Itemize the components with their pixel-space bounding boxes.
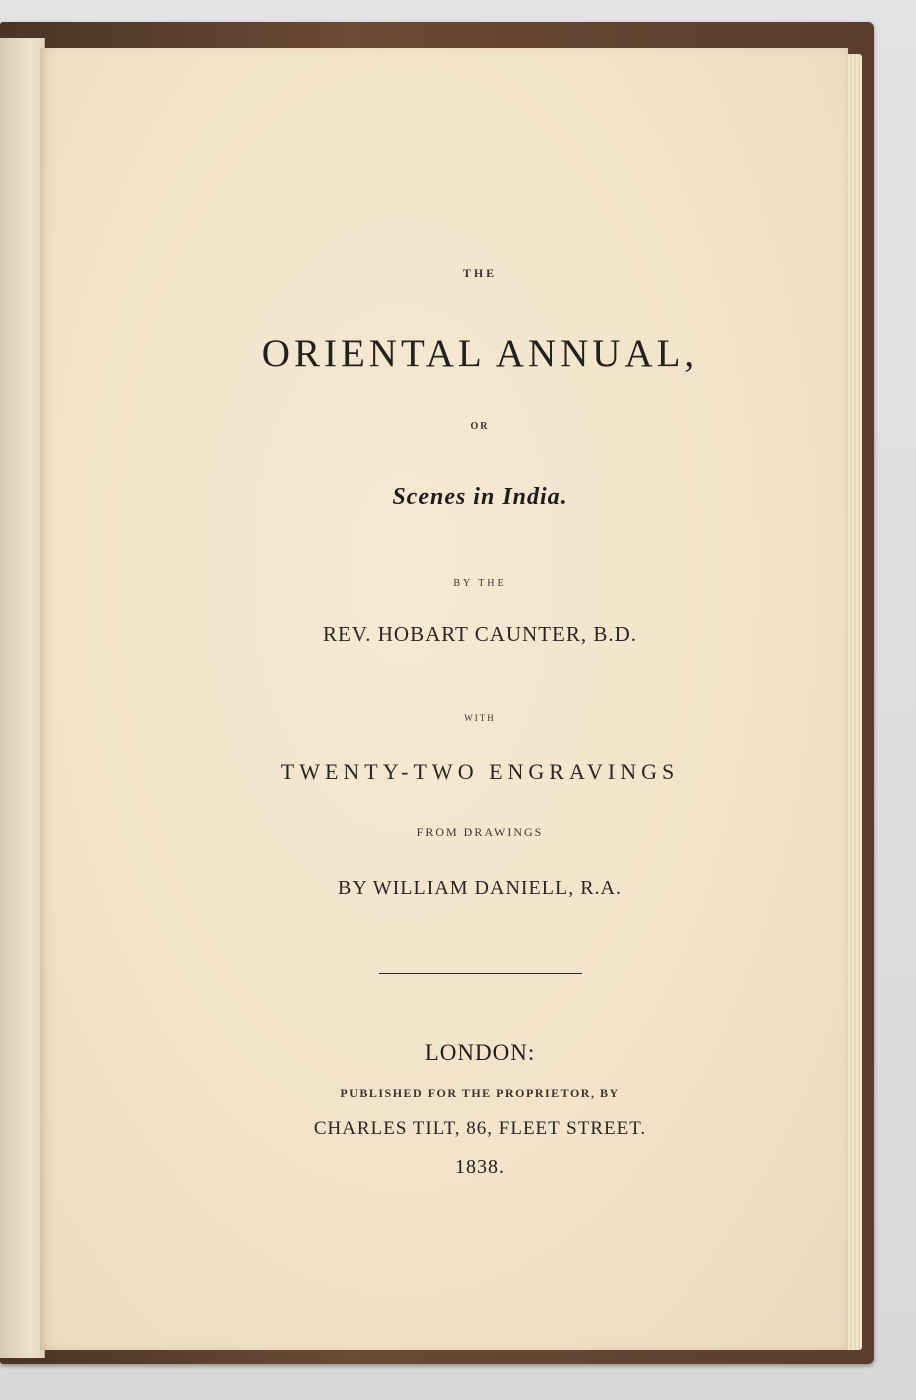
book-title: ORIENTAL ANNUAL, [261, 332, 699, 375]
with-label: WITH [464, 713, 496, 723]
publisher-line: CHARLES TILT, 86, FLEET STREET. [313, 1118, 647, 1139]
illustrator-name: BY WILLIAM DANIELL, R.A. [338, 877, 622, 899]
engravings-line: TWENTY-TWO ENGRAVINGS [280, 759, 680, 784]
facing-page-edge [0, 38, 45, 1358]
divider-rule [379, 973, 582, 974]
published-for-line: PUBLISHED FOR THE PROPRIETOR, BY [340, 1086, 620, 1100]
publication-year: 1838. [455, 1156, 505, 1178]
book-subtitle: Scenes in India. [392, 484, 568, 510]
the-heading: THE [462, 266, 498, 280]
or-connector: OR [470, 421, 490, 432]
title-page [40, 48, 848, 1350]
author-name: REV. HOBART CAUNTER, B.D. [322, 622, 638, 646]
by-the-label: BY THE [453, 578, 507, 589]
imprint-city: LONDON: [424, 1040, 536, 1065]
from-drawings-label: FROM DRAWINGS [416, 825, 544, 839]
